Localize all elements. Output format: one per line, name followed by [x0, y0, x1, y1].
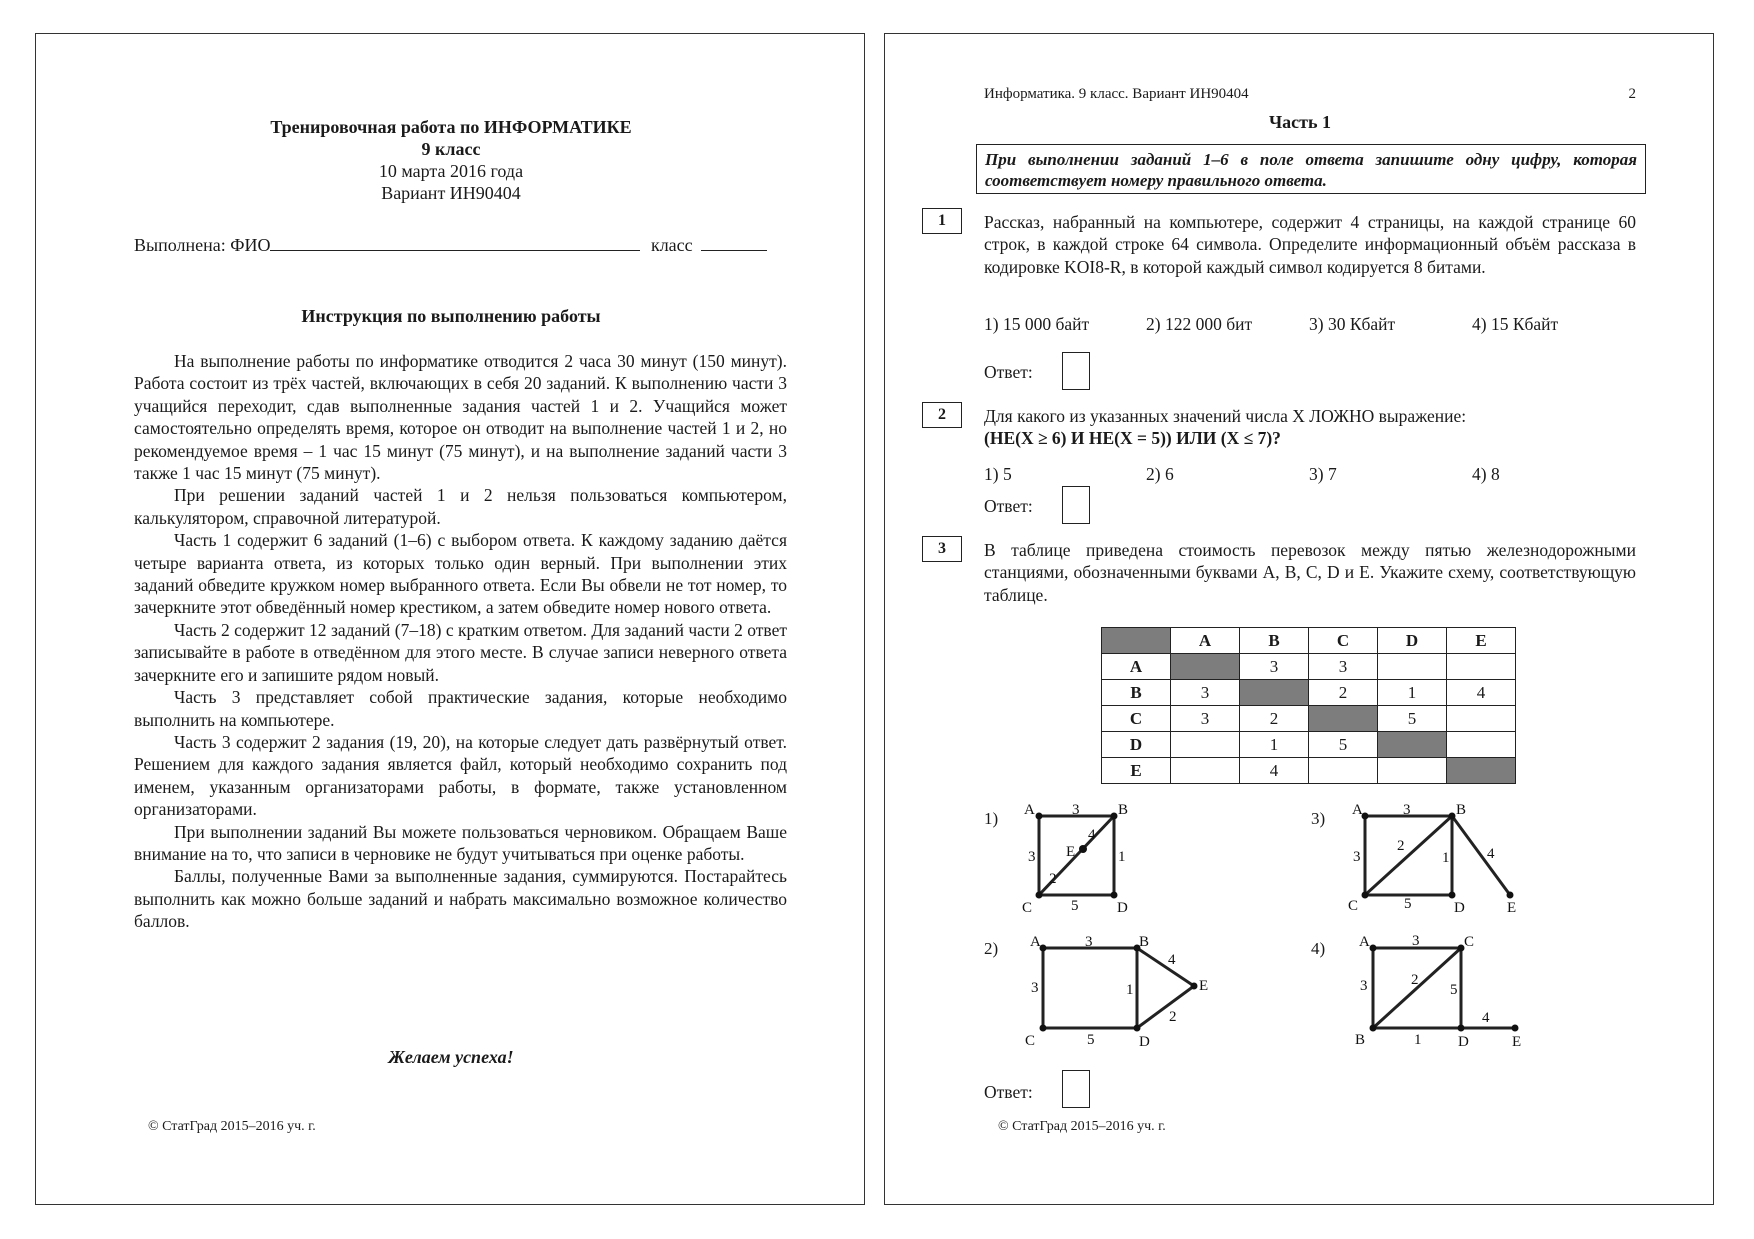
graph-node [1036, 892, 1043, 899]
row-header: C [1102, 706, 1171, 732]
option[interactable]: 4) 8 [1472, 464, 1500, 484]
graph-node [1370, 945, 1377, 952]
graph-node-label: B [1139, 934, 1150, 950]
date: 10 марта 2016 года [378, 161, 524, 181]
graph-edge [1137, 986, 1194, 1028]
table-cell [1171, 758, 1240, 784]
graph-node [1458, 1025, 1465, 1032]
fio-row [134, 234, 767, 256]
instructions-paragraph: Часть 2 содержит 12 заданий (7–18) с кратким ответом. Для заданий части 2 ответ записывайте в работе в отведённом для этого месте. В случае записи неверного ответа зачеркните его и запишите рядом новый. [134, 619, 787, 685]
question-number-1: 1 [922, 208, 962, 234]
table-cell [1378, 654, 1447, 680]
graph-edge-weight: 4 [1487, 846, 1495, 862]
graph-node [1370, 1025, 1377, 1032]
answer-label: Ответ: [984, 362, 1033, 382]
option[interactable]: 3) 7 [1309, 464, 1337, 484]
table-cell: 2 [1240, 706, 1309, 732]
question-2-expression: (НЕ(X ≥ 6) И НЕ(X = 5)) ИЛИ (X ≤ 7)? [984, 428, 1281, 449]
table-header-row [1102, 628, 1516, 654]
graph-node [1134, 1025, 1141, 1032]
column-header: D [1378, 628, 1447, 654]
graph-option-label[interactable]: 4) [1311, 939, 1326, 958]
graph-edge-weight: 3 [1085, 934, 1093, 950]
graph-edge-weight: 1 [1126, 982, 1134, 998]
option[interactable]: 3) 30 Кбайт [1309, 314, 1396, 334]
graph-edge-weight: 4 [1088, 827, 1096, 843]
option[interactable]: 1) 5 [984, 464, 1012, 484]
table-row [1102, 654, 1516, 680]
graph-node-label: C [1464, 934, 1475, 950]
column-header: A [1171, 628, 1240, 654]
graph-option-3[interactable] [1330, 804, 1540, 924]
graph-edge-weight: 1 [1442, 850, 1450, 866]
graph-option-label[interactable]: 2) [984, 939, 999, 958]
graph-edge-weight: 1 [1118, 849, 1126, 865]
graph-edge-weight: 1 [1414, 1032, 1422, 1048]
graph-node-label: D [1117, 900, 1128, 916]
answer-box-3[interactable] [1062, 1070, 1090, 1108]
graph-node-label: E [1512, 1034, 1522, 1050]
copyright: © СтатГрад 2015–2016 уч. г. [148, 1119, 316, 1134]
table-cell: 1 [1378, 680, 1447, 706]
instructions-paragraph: Часть 1 содержит 6 заданий (1–6) с выбором ответа. К каждому заданию даётся четыре варианта ответа, из которых только один верный. При выполнении этих заданий обведите кружком номер выбранного ответа. Если Вы обвели не тот номер, то зачеркните этот обведённый номер крестиком, а затем обведите номер нового ответа. [134, 530, 787, 618]
table-cell [1171, 654, 1240, 680]
graph-edge-weight: 3 [1028, 849, 1036, 865]
table-cell: 3 [1309, 654, 1378, 680]
table-cell [1447, 758, 1516, 784]
graph-node-label: A [1030, 934, 1041, 950]
graph-edge-weight: 3 [1353, 849, 1361, 865]
instructions-paragraph: Баллы, полученные Вами за выполненные задания, суммируются. Постарайтесь выполнить как можно больше заданий и набрать максимально возможное количество баллов. [134, 866, 787, 932]
answer-box-1[interactable] [1062, 352, 1090, 390]
table-row [1102, 758, 1516, 784]
graph-edge-weight: 2 [1049, 871, 1057, 887]
graph-node [1507, 892, 1514, 899]
table-cell [1240, 680, 1309, 706]
column-header: E [1447, 628, 1516, 654]
graph-edge [1365, 816, 1452, 895]
graph-edge-weight: 3 [1072, 802, 1080, 818]
graph-node [1079, 845, 1087, 853]
graph-node-label: C [1022, 900, 1033, 916]
graph-node-label: A [1352, 802, 1363, 818]
graph-option-1[interactable] [1005, 804, 1165, 924]
graph-edge-weight: 3 [1412, 933, 1420, 949]
table-cell [1309, 758, 1378, 784]
table-cell: 2 [1309, 680, 1378, 706]
column-header: C [1309, 628, 1378, 654]
table-corner [1102, 628, 1171, 654]
graph-edge-weight: 4 [1482, 1010, 1490, 1026]
table-cell [1309, 706, 1378, 732]
part-title: Часть 1 [1268, 112, 1332, 132]
instructions-body [134, 350, 787, 933]
graph-node [1111, 892, 1118, 899]
table-cell [1171, 732, 1240, 758]
table-row [1102, 732, 1516, 758]
graph-edge-weight: 3 [1360, 978, 1368, 994]
graph-option-2[interactable] [1005, 934, 1209, 1054]
graph-node [1111, 813, 1118, 820]
graph-edge-weight: 5 [1087, 1032, 1095, 1048]
fio-field[interactable] [270, 234, 640, 251]
question-3-text: В таблице приведена стоимость перевозок между пятью железнодорожными станциями, обозначенными буквами A, B, C, D и E. Укажите схему, соответствующую таблице. [984, 540, 1636, 605]
option[interactable]: 4) 15 Кбайт [1472, 314, 1559, 334]
row-header: A [1102, 654, 1171, 680]
graph-node-label: D [1458, 1034, 1469, 1050]
graph-node-label: B [1355, 1032, 1366, 1048]
graph-node-label: D [1454, 900, 1465, 916]
class-label: класс [650, 235, 693, 255]
cost-table [1101, 627, 1516, 784]
graph-node-label: A [1024, 802, 1035, 818]
table-cell: 5 [1309, 732, 1378, 758]
graph-node-label: D [1139, 1034, 1150, 1050]
work-title: Тренировочная работа по ИНФОРМАТИКЕ [270, 117, 632, 137]
answer-box-2[interactable] [1062, 486, 1090, 524]
graph-edge-weight: 5 [1450, 982, 1458, 998]
page-left [35, 33, 865, 1205]
running-header [984, 86, 1636, 103]
class-field[interactable] [701, 234, 767, 251]
graph-node [1449, 813, 1456, 820]
instructions-title: Инструкция по выполнению работы [301, 306, 601, 326]
table-cell [1378, 758, 1447, 784]
question-number-3: 3 [922, 536, 962, 562]
graph-node-label: C [1025, 1033, 1036, 1049]
header-text: Информатика. 9 класс. Вариант ИН90404 [984, 86, 1249, 102]
table-cell: 3 [1240, 654, 1309, 680]
graph-node-label: E [1199, 978, 1209, 994]
variant: Вариант ИН90404 [381, 183, 521, 203]
graph-option-label[interactable]: 1) [984, 809, 999, 828]
option[interactable]: 1) 15 000 байт [984, 314, 1090, 334]
wish-text: Желаем успеха! [388, 1047, 514, 1067]
graph-edge-weight: 4 [1168, 952, 1176, 968]
table-cell: 4 [1240, 758, 1309, 784]
table-cell [1447, 654, 1516, 680]
instructions-paragraph: При выполнении заданий Вы можете пользоваться черновиком. Обращаем Ваше внимание на то, что записи в черновике не будут учитываться при оценке работы. [134, 821, 787, 864]
graph-edge-weight: 3 [1403, 802, 1411, 818]
graph-edge [1373, 948, 1461, 1028]
option[interactable]: 2) 6 [1146, 464, 1174, 484]
graph-edge-weight: 5 [1404, 896, 1412, 912]
answer-label: Ответ: [984, 496, 1033, 516]
instructions-paragraph: Часть 3 представляет собой практические задания, которые необходимо выполнить на компьютере. [134, 687, 787, 730]
column-header: B [1240, 628, 1309, 654]
graph-edge [1137, 948, 1194, 986]
table-cell: 5 [1378, 706, 1447, 732]
table-row [1102, 680, 1516, 706]
instructions-paragraph: При решении заданий частей 1 и 2 нельзя пользоваться компьютером, калькулятором, справочной литературой. [134, 485, 787, 528]
answer-label: Ответ: [984, 1082, 1033, 1102]
graph-edge [1452, 816, 1510, 895]
graph-node-label: A [1359, 934, 1370, 950]
question-number-2: 2 [922, 402, 962, 428]
graph-edge-weight: 2 [1169, 1009, 1177, 1025]
instructions-paragraph: Часть 3 содержит 2 задания (19, 20), на которые следует дать развёрнутый ответ. Решением для каждого задания является файл, который необходимо сохранить под именем, указанным организаторами работы, в формате, также установленном организаторами. [134, 731, 787, 820]
graph-node [1512, 1025, 1519, 1032]
graph-node-label: E [1066, 844, 1076, 860]
graph-node [1040, 1025, 1047, 1032]
row-header: E [1102, 758, 1171, 784]
page-right [884, 33, 1714, 1205]
grade: 9 класс [421, 139, 481, 159]
graph-node [1362, 892, 1369, 899]
instructions-paragraph: На выполнение работы по информатике отводится 2 часа 30 минут (150 минут). Работа состоит из трёх частей, включающих в себя 20 заданий. К выполнению части 3 учащийся переходит, сдав выполненные задания частей 1 и 2. Учащийся может самостоятельно определять время, которое он отводит на выполнение частей 1 и 2, но рекомендуемое время – 1 час 15 минут (75 минут), и на выполнение заданий части 3 также 1 час 15 минут (75 минут). [134, 351, 787, 484]
graph-edge-weight: 2 [1411, 972, 1419, 988]
table-cell [1378, 732, 1447, 758]
page-number: 2 [1628, 86, 1636, 102]
graph-edge-weight: 5 [1071, 898, 1079, 914]
table-cell: 3 [1171, 706, 1240, 732]
fio-label: Выполнена: ФИО [134, 235, 271, 255]
question-2-line: Для какого из указанных значений числа X ЛОЖНО выражение: [984, 406, 1467, 426]
graph-node [1036, 813, 1043, 820]
question-1-text: Рассказ, набранный на компьютере, содержит 4 страницы, на каждой странице 60 строк, в каждой строке 64 символа. Определите информационный объём рассказа в кодировке KOI8-R, в которой каждый символ кодируется 8 битами. [984, 212, 1636, 277]
graph-option-4[interactable] [1330, 934, 1540, 1054]
row-header: B [1102, 680, 1171, 706]
graph-edge-weight: 2 [1397, 838, 1405, 854]
graph-option-label[interactable]: 3) [1311, 809, 1326, 828]
graph-node-label: B [1118, 802, 1129, 818]
graph-edge-weight: 3 [1031, 980, 1039, 996]
table-cell: 1 [1240, 732, 1309, 758]
table-row [1102, 706, 1516, 732]
graph-node-label: B [1456, 802, 1467, 818]
title-block [36, 116, 866, 204]
notice-box: При выполнении заданий 1–6 в поле ответа запишите одну цифру, которая соответствует номеру правильного ответа. [976, 144, 1646, 194]
copyright: © СтатГрад 2015–2016 уч. г. [998, 1119, 1166, 1134]
graph-node [1191, 983, 1198, 990]
graph-node-label: E [1507, 900, 1517, 916]
graph-node-label: C [1348, 898, 1359, 914]
table-cell: 4 [1447, 680, 1516, 706]
question-2-text [984, 405, 1636, 450]
table-cell: 3 [1171, 680, 1240, 706]
table-cell [1447, 706, 1516, 732]
graph-node [1449, 892, 1456, 899]
table-cell [1447, 732, 1516, 758]
option[interactable]: 2) 122 000 бит [1146, 314, 1253, 334]
row-header: D [1102, 732, 1171, 758]
